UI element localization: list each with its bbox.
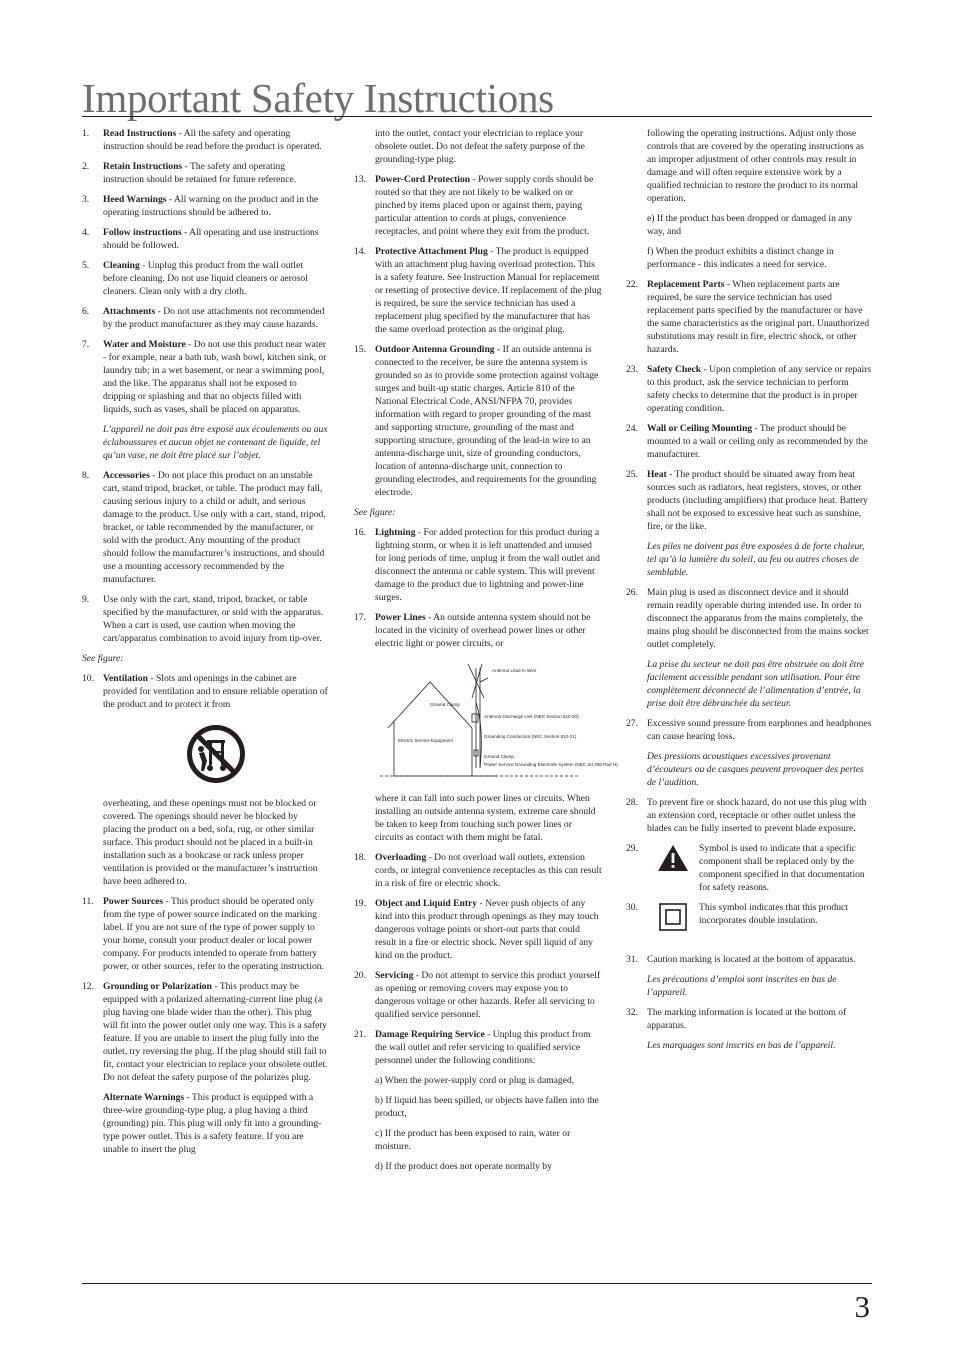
column-2 — [354, 127, 618, 1180]
column-1 — [82, 127, 328, 1163]
item-23: 23. Safety Check - Upon completion of any service or repairs to this product, ask the service technician to perform safety checks to determine that the product is in proper operating condition. — [626, 364, 872, 414]
item-14: 14. Protective Attachment Plug - The product is equipped with an attachment plug having overload protection. This is a safety feature. See Instruction Manual for replacement or resetting of protective device. If replacement of the plug is required, be sure the service technician has used a replacement plug specified by the manufacturer that has the same overload protection as the original plug. — [354, 246, 602, 335]
item-7: 7. Water and Moisture - Do not use this product near water - for example, near a bath tub, wash bowl, kitchen sink, or laundry tub; in a wet basement, or near a swimming pool, and the like. The apparatus shall not be exposed to dripping or splashing and that no objects filled with liquids, such as vases, shall be placed on apparatus. L’appareil ne doit pas être exposé aux écoulements ou aux éclaboussures et aucun objet ne contenant de liquide, tel qu’un vase, ne doit être placé sur l’objet. — [82, 339, 328, 461]
double-insulation-icon — [647, 901, 699, 931]
item-15: 15. Outdoor Antenna Grounding - If an outside antenna is connected to the receiver, be sure the antenna system is grounded so as to provide some protection against voltage surges and built-up static charges. Article 810 of the National Electrical Code, ANSI/NFPA 70, provides information with regard to proper grounding of the mast and supporting structure, grounding of the mast and supporting structure, grounding of the lead-in wire to an antenna-discharge unit, size of grounding conductors, location of antenna-discharge unit, connection to grounding electrodes, and requirements for the grounding electrode. — [354, 344, 599, 498]
diagram-label-electrode: Power Service Grounding Electrode System (NEC Art 250 Part H) — [483, 762, 618, 767]
see-figure: See figure: — [354, 507, 396, 518]
item-17: 17. Power Lines - An outside antenna system should not be located in the vicinity of overhead power lines or other electric light or power circuits, or Antenna Lead In Wire Ground Clamp Antenna Discharge Unit (NEC Section 810-20) Grounding Conductors (NEC Section 810-21) Electric Service Equipment Ground Clamp Power Service Grounding Electrode System (NEC Art 250 Part H) where it can fall into such power lines or circuits. When installing an outside antenna system, extreme care should be taken to keep from touching such power lines or circuits as contact with them might be fatal. — [354, 612, 618, 843]
bottom-rule — [82, 1283, 872, 1284]
french-note: Les marquages sont inscrits en bas de l’appareil. — [647, 1040, 836, 1051]
item-19: 19. Object and Liquid Entry - Never push objects of any kind into this product through openings as they may touch dangerous voltage points or short-out parts that could result in a fire or electric shock. Never spill liquid of any kind on the product. — [354, 898, 599, 961]
french-note: Des pressions acoustiques excessives provenant d’écouteurs ou de casques peuvent provoquer des pertes de l’audition. — [647, 751, 864, 788]
diagram-label-discharge: Antenna Discharge Unit (NEC Section 810-20) — [483, 714, 579, 719]
antenna-grounding-diagram — [357, 658, 618, 786]
french-note: La prise du secteur ne doit pas être obstruée ou doit être facilement accessible pendant son utilisation. Pour être complètement déconnecté de l’alimentation d’entrée, la prise doit être débranchée du secteur. — [647, 659, 864, 709]
item-20: 20. Servicing - Do not attempt to service this product yourself as opening or removing covers may expose you to dangerous voltage or other hazards. Refer all servicing to qualified service personnel. — [354, 970, 601, 1020]
page-number: 3 — [854, 1289, 870, 1324]
page-title: Important Safety Instructions — [82, 75, 554, 121]
item-26: 26. Main plug is used as disconnect device and it should remain readily operable during intended use. In order to disconnect the apparatus from the mains completely, the mains plug should be disconnected from the mains socket outlet completely. La prise du secteur ne doit pas être obstruée ou doit être facilement accessible pendant son utilisation. Pour être complètement déconnecté de l’alimentation d’entrée, la prise doit être débranchée du secteur. — [626, 586, 872, 710]
item-22: 22. Replacement Parts - When replacement parts are required, be sure the service technician has used replacement parts specified by the manufacturer or have the same characteristics as the original part. Unauthorized substitutions may result in fire, electric shock, or other hazards. — [626, 279, 870, 355]
item-11: 11. Power Sources - This product should be operated only from the type of power source indicated on the marking label. If you are not sure of the type of power supply to your home, consult your product dealer or local power company. For products intended to operate from battery power, or other sources, refer to the operating instruction. — [82, 896, 324, 972]
diagram-label-conductors: Grounding Conductors (NEC Section 810-21) — [483, 734, 576, 739]
top-rule — [82, 116, 872, 117]
item-29: 29. Symbol is used to indicate that a specific component shall be replaced only by the component specified in that documentation for safety reasons. — [626, 843, 865, 893]
item-2: 2. Retain Instructions - The safety and operating instruction should be retained for future reference. — [82, 161, 297, 185]
item-12: 12. Grounding or Polarization - This product may be equipped with a polarized alternating-current line plug (a plug having one blade wider than the other). This plug will fit into the power outlet only one way. This is a safety feature. If you are unable to insert the plug fully into the outlet, try reversing the plug. If the plug should still fail to fit, contact your electrician to replace your obsolete outlet. Do not defeat the safety purpose of the polarizes plug. Alternate Warnings - This product is equipped with a three-wire grounding-type plug, a plug having a third (grounding) pin. This plug will only fit into a grounding-type power outlet. This is a safety feature. If you are unable to insert the plug — [82, 981, 328, 1155]
item-24: 24. Wall or Ceiling Mounting - The product should be mounted to a wall or ceiling only as recommended by the manufacturer. — [626, 423, 868, 460]
item-5: 5. Cleaning - Unplug this product from the wall outlet before cleaning. Do not use liquid cleaners or aerosol cleaners. Clean only with a dry cloth. — [82, 260, 308, 297]
item-16: 16. Lightning - For added protection for this product during a lightning storm, or when it is left unattended and unused for long periods of time, unplug it from the wall outlet and disconnect the antenna or cable system. This will prevent damage to the product due to lightning and power-line surges. — [354, 527, 600, 603]
cart-warning-icon — [103, 723, 328, 785]
item-21: 21. Damage Requiring Service - Unplug this product from the wall outlet and refer servicing to qualified service personnel under the following conditions: a) When the power-supply cord or plug is damaged, b) If liquid has been spilled, or objects have fallen into the product, c) If the product has been exposed to rain, water or moisture. d) If the product does not operate normally by — [354, 1029, 599, 1172]
see-figure: See figure: — [82, 653, 124, 664]
french-note: L’appareil ne doit pas être exposé aux écoulements ou aux éclaboussures et aucun objet ne contenant de liquide, tel qu’un vase, ne doit être placé sur l’objet. — [103, 424, 328, 461]
column-3 — [626, 127, 872, 1059]
item-3: 3. Heed Warnings - All warning on the product and in the operating instructions should be adhered to. — [82, 194, 319, 218]
item-18: 18. Overloading - Do not overload wall outlets, extension cords, or integral convenience receptacles as this can result in a risk of fire or electric shock. — [354, 852, 602, 889]
diagram-label-ground-clamp: Ground Clamp — [483, 754, 514, 759]
item-32: 32. The marking information is located at the bottom of apparatus. Les marquages sont inscrits en bas de l’appareil. — [626, 1006, 872, 1052]
item-28: 28. To prevent fire or shock hazard, do not use this plug with an extension cord, receptacle or other outlet unless the blades can be fully inserted to prevent blade exposure. — [626, 797, 867, 834]
item-25: 25. Heat - The product should be situated away from heat sources such as radiators, heat registers, stoves, or other products (including amplifiers) that produce heat. Battery shall not be exposed to excessive heat such as sunshine, fire, or the like. Les piles ne doivent pas être exposées à de forte chaleur, tel qu’à la lumière du soleil, au feu ou autres choses de semblable. — [626, 468, 872, 579]
french-note: Les précautions d’emploi sont inscrites en bas de l’appareil. — [647, 974, 837, 998]
item-21-continued: following the operating instructions. Adjust only those controls that are covered by the operating instructions as an improper adjustment of other controls may result in damage and will often require extensive work by a qualified technician to restore the product to its normal operation. e) If the product has been dropped or damaged in any way, and f) When the product exhibits a distinct change in performance - this indicates a need for service. — [647, 128, 864, 270]
diagram-label-ground-clamp-top: Ground Clamp — [429, 702, 460, 707]
french-note: Les piles ne doivent pas être exposées à de forte chaleur, tel qu’à la lumière du soleil, au feu ou autres choses de semblable. — [647, 541, 865, 578]
item-1: 1. Read Instructions - All the safety and operating instruction should be read before the product is operated. — [82, 128, 322, 152]
item-13: 13. Power-Cord Protection - Power supply cords should be routed so that they are not likely to be walked on or pinched by items placed upon or against them, paying particular attention to cords at plugs, convenience receptacles, and point where they exit from the product. — [354, 174, 594, 237]
diagram-label-service: Electric Service Equipment — [397, 738, 453, 743]
item-30: 30. This symbol indicates that this product incorporates double insulation. — [626, 901, 872, 931]
item-4: 4. Follow instructions - All operating and use instructions should be followed. — [82, 227, 319, 251]
item-27: 27. Excessive sound pressure from earphones and headphones can cause hearing loss. Des pressions acoustiques excessives provenant d’écouteurs ou de casques peuvent provoquer des pertes de l’audition. — [626, 718, 872, 788]
item-31: 31. Caution marking is located at the bottom of apparatus. Les précautions d’emploi sont inscrites en bas de l’appareil. — [626, 953, 872, 999]
item-12-continued: into the outlet, contact your electrician to replace your obsolete outlet. Do not defeat the safety purpose of the grounding-type plug. — [375, 128, 585, 165]
item-8: 8. Accessories - Do not place this product on an unstable cart, stand tripod, bracket, or table. The product may fall, causing serious injury to a child or adult, and serious damage to the product. Use only with a cart, stand, tripod, bracket, or table recommended by the manufacturer, or sold with the product. Any mounting of the product should follow the manufacturer’s instructions, and should use a mounting accessory recommended by the manufacturer. — [82, 470, 326, 585]
warning-triangle-icon — [647, 842, 699, 872]
diagram-label-lead: Antenna Lead In Wire — [491, 668, 536, 673]
item-10: 10. Ventilation - Slots and openings in the cabinet are provided for ventilation and to ensure reliable operation of the product and to protect it from overheating, and these openings must not be blocked or covered. The openings should never be blocked by placing the product on a bed, sofa, rug, or other similar surface. This product should not be placed in a built-in installation such as a bookcase or rack unless proper ventilation is provided or the manufacturer’s instruction have been adhered to. — [82, 673, 328, 887]
item-6: 6. Attachments - Do not use attachments not recommended by the product manufacturer as they may cause hazards. — [82, 306, 325, 330]
item-9: 9. Use only with the cart, stand, tripod, bracket, or table specified by the manufacturer, or sold with the apparatus. When a cart is used, use caution when moving the cart/apparatus combination to avoid injury from tip-over. — [82, 594, 324, 644]
